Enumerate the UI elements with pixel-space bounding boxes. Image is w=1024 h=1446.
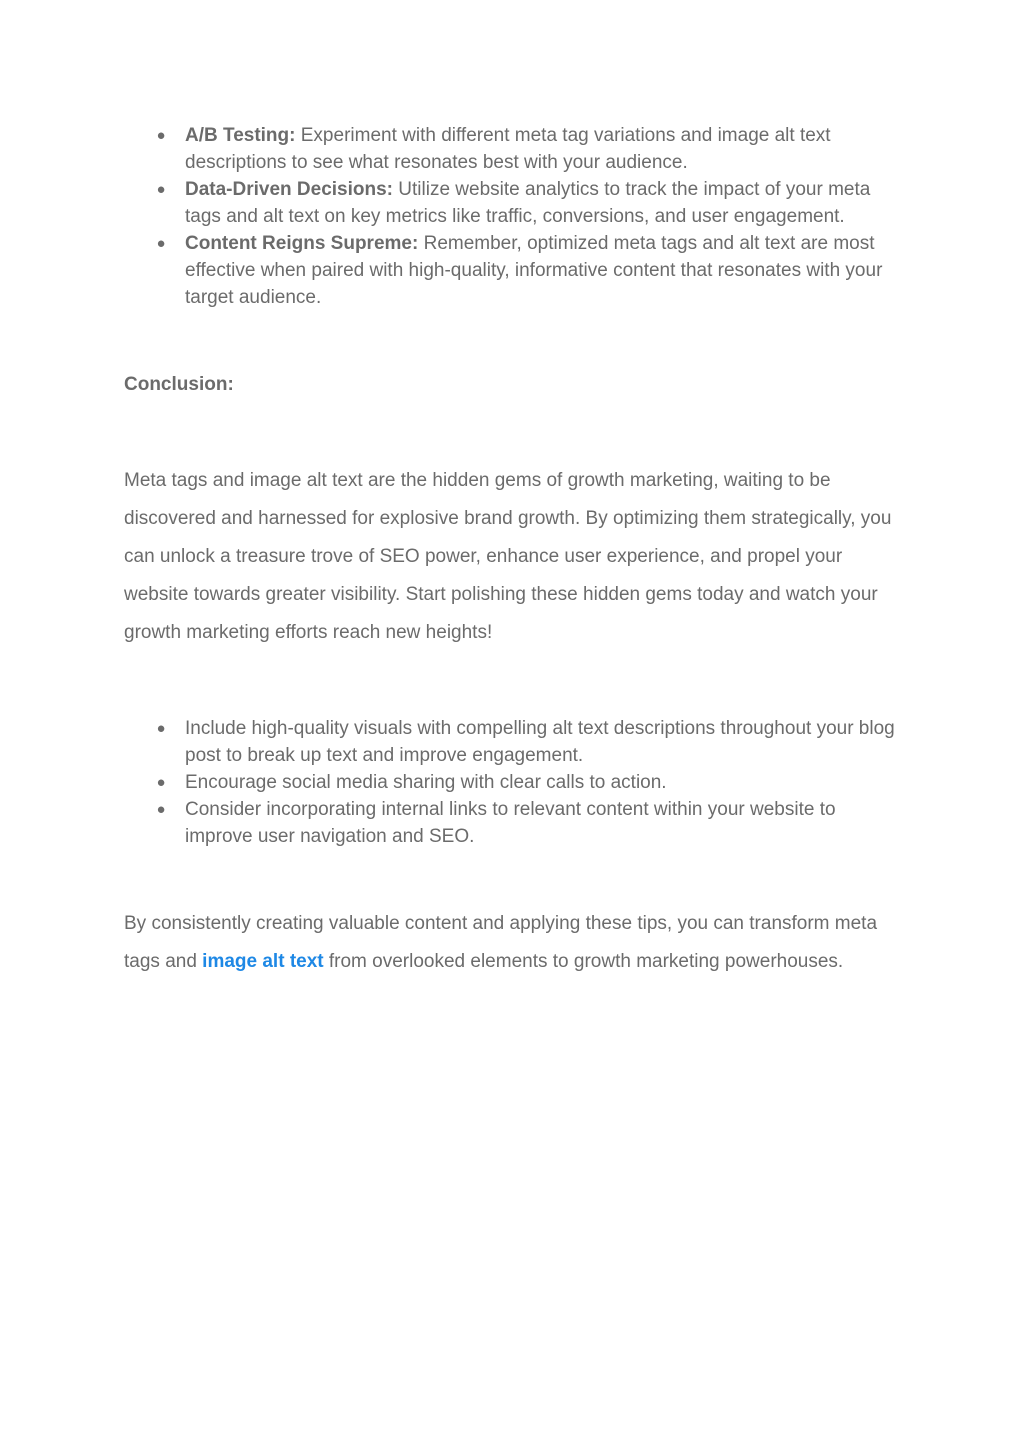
list-item-title: Content Reigns Supreme: bbox=[185, 233, 419, 254]
list-item-text: Encourage social media sharing with clear calls to action. bbox=[185, 772, 667, 793]
image-alt-text-link[interactable]: image alt text bbox=[202, 951, 324, 972]
list-item bbox=[124, 796, 904, 850]
list-item-text: Experiment with different meta tag variations and image alt text descriptions to see what resonates best with your audience. bbox=[185, 125, 831, 173]
bullet-icon: ● bbox=[156, 127, 166, 144]
closing-paragraph bbox=[124, 905, 904, 981]
bullet-icon: ● bbox=[156, 801, 166, 818]
list-item bbox=[124, 122, 904, 176]
list-item bbox=[124, 715, 904, 769]
conclusion-paragraph: Meta tags and image alt text are the hidden gems of growth marketing, waiting to be discovered and harnessed for explosive brand growth. By optimizing them strategically, you can unlock a treasure trove of SEO power, enhance user experience, and propel your website towards greater visibility. Start polishing these hidden gems today and watch your growth marketing efforts reach new heights! bbox=[124, 470, 892, 643]
list-item-text: Consider incorporating internal links to relevant content within your website to improve user navigation and SEO. bbox=[185, 799, 836, 847]
list-item-text: Remember, optimized meta tags and alt text are most effective when paired with high-quality, informative content that resonates with your target audience. bbox=[185, 233, 883, 308]
extra-tips-list bbox=[124, 715, 904, 850]
tips-list bbox=[124, 122, 904, 311]
list-item bbox=[124, 769, 904, 796]
list-item bbox=[124, 230, 904, 311]
list-item-text: Utilize website analytics to track the impact of your meta tags and alt text on key metrics like traffic, conversions, and user engagement. bbox=[185, 179, 871, 227]
list-item-title: A/B Testing: bbox=[185, 125, 296, 146]
closing-text-before: By consistently creating valuable content and applying these tips, you can transform meta tags and bbox=[124, 913, 878, 972]
list-item bbox=[124, 176, 904, 230]
bullet-icon: ● bbox=[156, 235, 166, 252]
bullet-icon: ● bbox=[156, 720, 166, 737]
list-item-text: Include high-quality visuals with compelling alt text descriptions throughout your blog post to break up text and improve engagement. bbox=[185, 718, 895, 766]
bullet-icon: ● bbox=[156, 181, 166, 198]
conclusion-heading: Conclusion: bbox=[124, 374, 234, 395]
list-item-title: Data-Driven Decisions: bbox=[185, 179, 394, 200]
bullet-icon: ● bbox=[156, 774, 166, 791]
closing-text-after: from overlooked elements to growth marketing powerhouses. bbox=[323, 951, 844, 972]
